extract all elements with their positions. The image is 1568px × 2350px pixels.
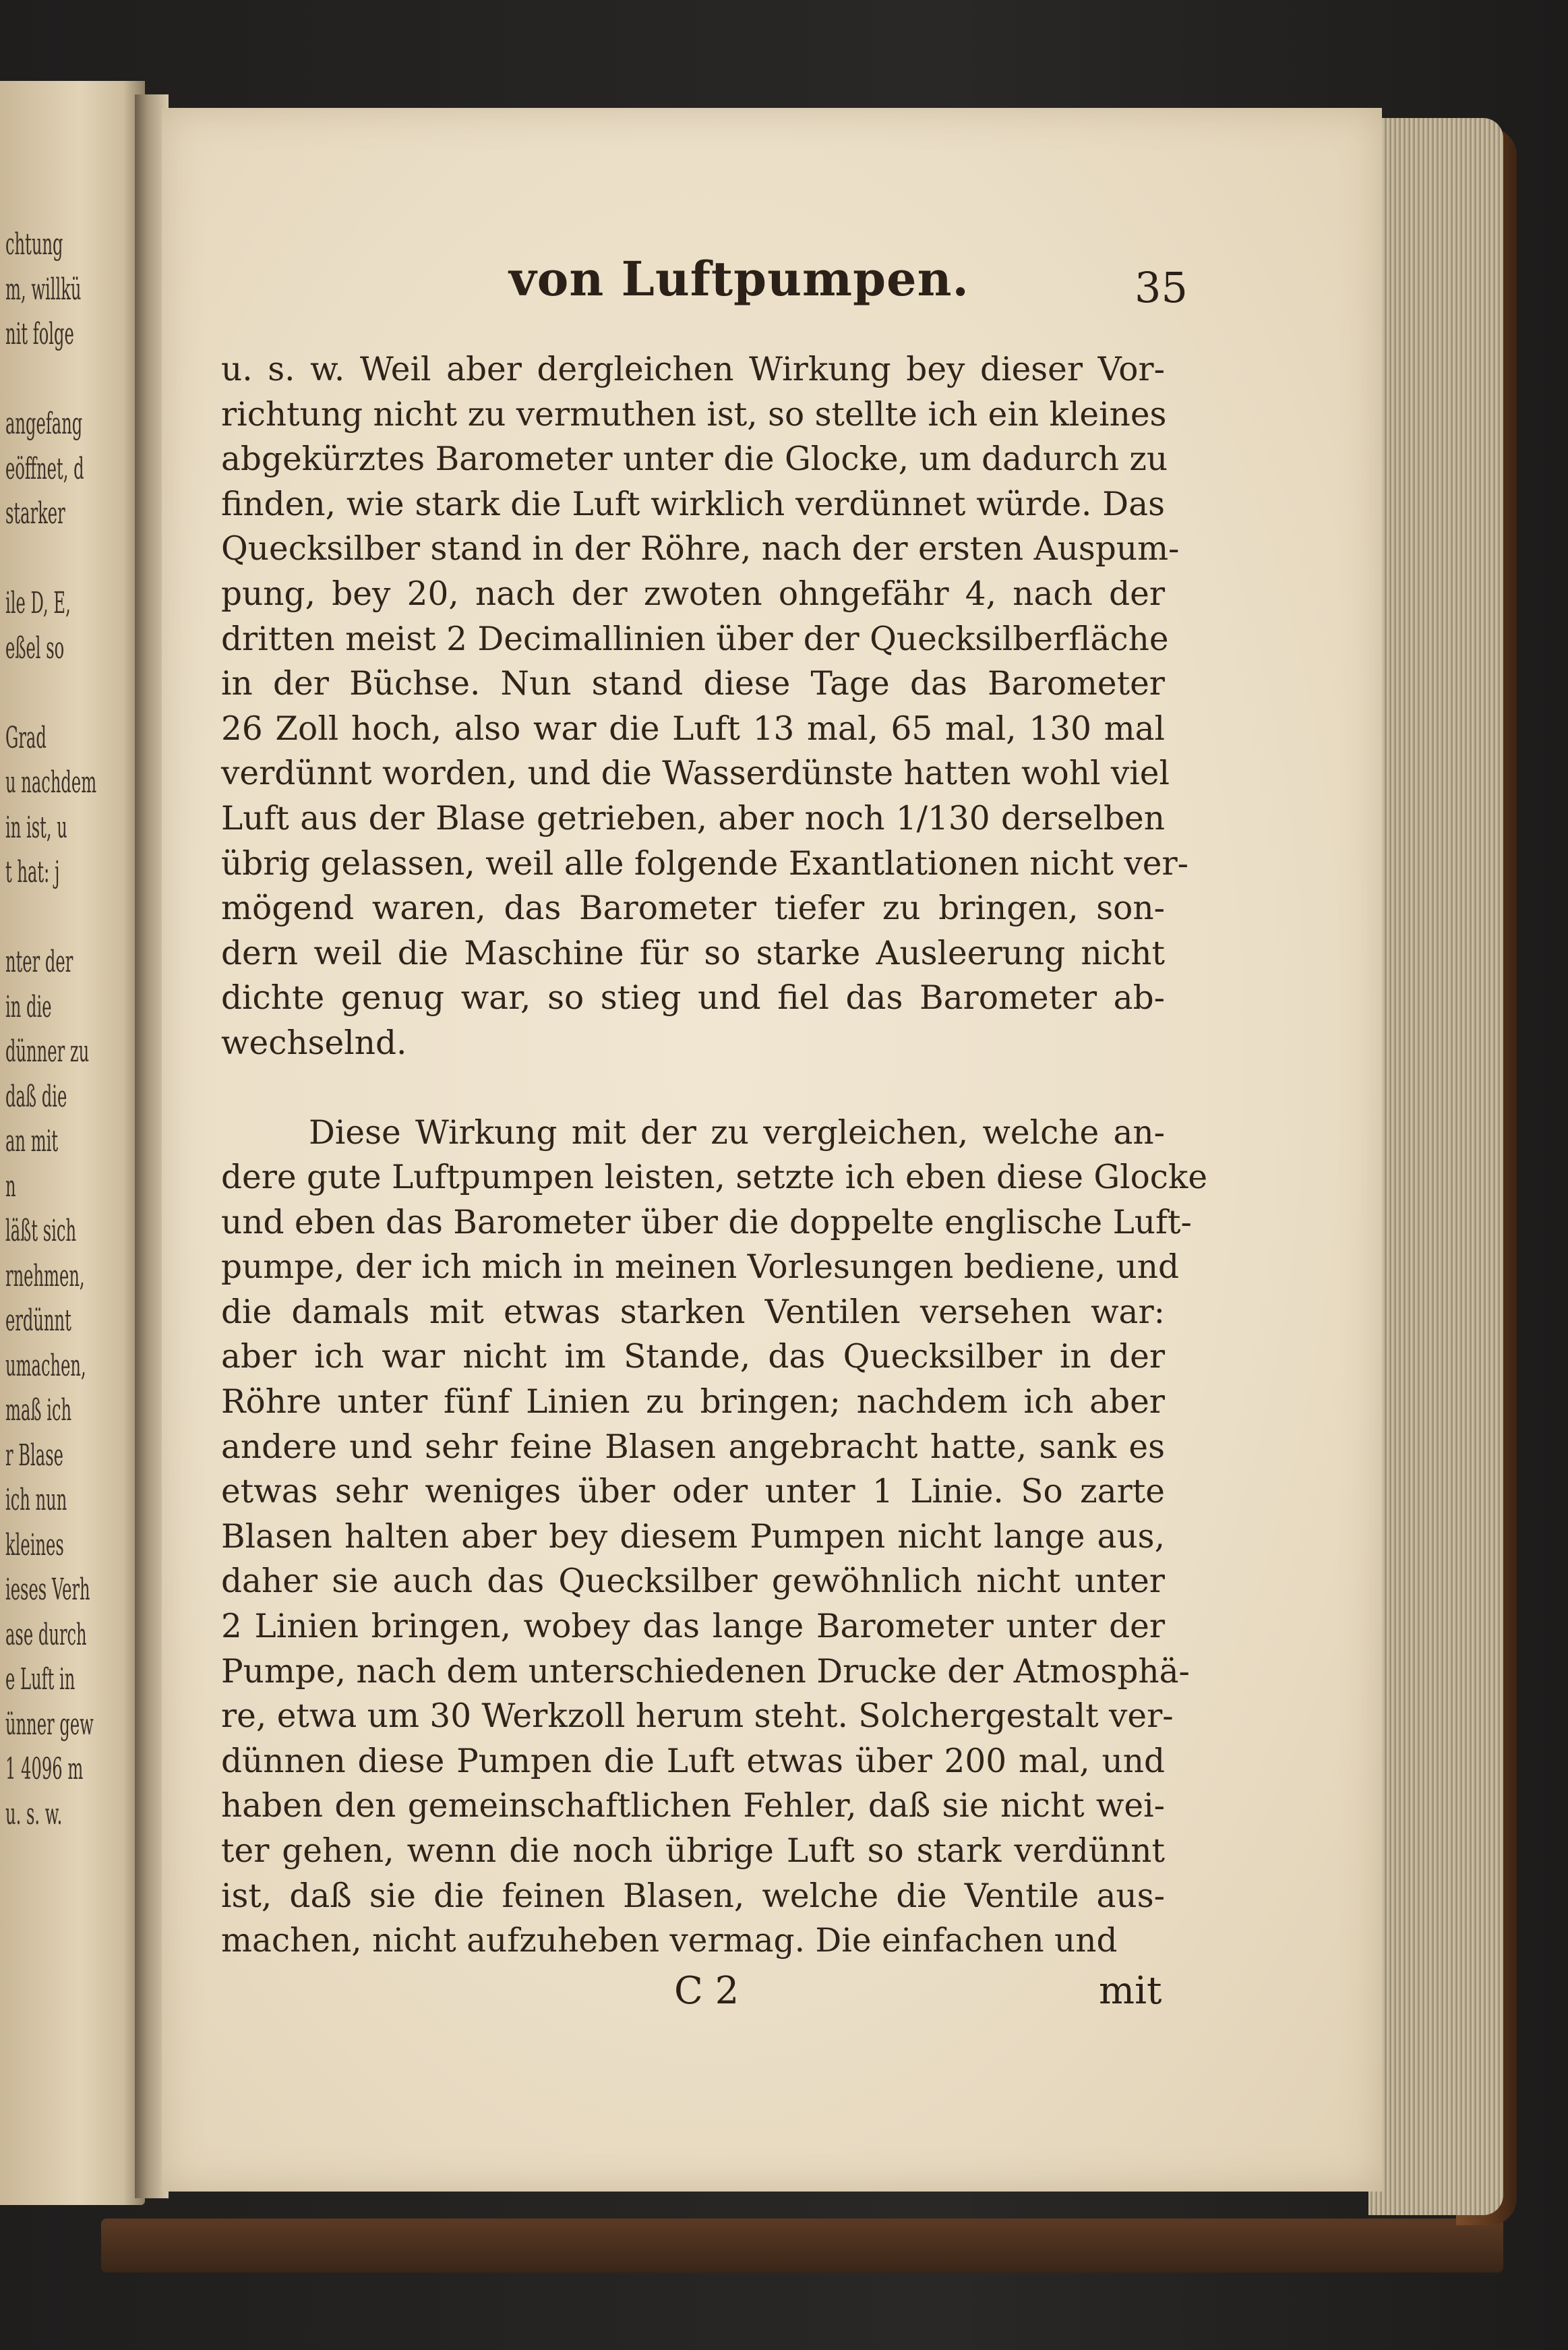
text-line: machen, nicht aufzuheben vermag. Die einfachen und bbox=[221, 1922, 1118, 1960]
facing-page-fragment: dünner zu bbox=[5, 1034, 90, 1069]
text-line: Luft aus der Blase getrieben, aber noch 1/130 derselben bbox=[221, 799, 1165, 838]
facing-page-fragment: in ist, u bbox=[5, 810, 67, 845]
facing-page-fragment: rnehmen, bbox=[5, 1258, 85, 1293]
text-line: dichte genug war, so stieg und fiel das Barometer ab- bbox=[221, 979, 1165, 1018]
text-line: mögend waren, das Barometer tiefer zu bringen, son- bbox=[221, 889, 1165, 928]
text-line: aber ich war nicht im Stande, das Quecksilber in der bbox=[221, 1338, 1165, 1376]
facing-page-left bbox=[0, 81, 145, 2205]
text-line: dritten meist 2 Decimallinien über der Quecksilberfläche bbox=[221, 620, 1169, 658]
text-line: ter gehen, wenn die noch übrige Luft so stark verdünnt bbox=[221, 1832, 1165, 1870]
text-line: richtung nicht zu vermuthen ist, so stellte ich ein kleines bbox=[221, 395, 1167, 434]
facing-page-fragment bbox=[5, 671, 80, 716]
page-edges bbox=[1368, 118, 1503, 2215]
facing-page-text bbox=[5, 223, 97, 1837]
facing-page-fragment: starker bbox=[5, 496, 65, 531]
facing-page-fragment bbox=[5, 537, 80, 582]
text-line: abgekürztes Barometer unter die Glocke, um dadurch zu bbox=[221, 440, 1168, 479]
facing-page-fragment: nter der bbox=[5, 945, 73, 979]
text-line: dern weil die Maschine für so starke Ausleerung nicht bbox=[221, 934, 1165, 972]
text-line: dere gute Luftpumpen leisten, setzte ich eben diese Glocke bbox=[221, 1158, 1208, 1197]
facing-page-fragment: ich nun bbox=[5, 1483, 67, 1517]
text-line: dünnen diese Pumpen die Luft etwas über 200 mal, und bbox=[221, 1742, 1165, 1780]
body-text bbox=[221, 347, 1208, 1964]
facing-page-fragment: ase durch bbox=[5, 1617, 87, 1652]
facing-page-fragment: nit folge bbox=[5, 317, 74, 351]
facing-page-fragment: maß ich bbox=[5, 1393, 72, 1428]
text-line: pung, bey 20, nach der zwoten ohngefähr 4, nach der bbox=[221, 575, 1165, 613]
facing-page-fragment: angefang bbox=[5, 407, 83, 441]
running-title: von Luftpumpen. bbox=[509, 251, 969, 307]
facing-page-fragment: n bbox=[5, 1169, 16, 1204]
facing-page-fragment: m, willkü bbox=[5, 272, 82, 307]
facing-page-fragment bbox=[5, 357, 80, 403]
text-line: re, etwa um 30 Werkzoll herum steht. Solchergestalt ver- bbox=[221, 1697, 1174, 1736]
text-line: 26 Zoll hoch, also war die Luft 13 mal, 65 mal, 130 mal bbox=[221, 709, 1165, 748]
facing-page-fragment bbox=[5, 895, 80, 941]
text-line: übrig gelassen, weil alle folgende Exantlationen nicht ver- bbox=[221, 844, 1189, 883]
facing-page-fragment: eßel so bbox=[5, 630, 65, 666]
book-cover-edge bbox=[101, 2219, 1503, 2272]
text-line: verdünnt worden, und die Wasserdünste hatten wohl viel bbox=[221, 755, 1170, 793]
text-line: Blasen halten aber bey diesem Pumpen nicht lange aus, bbox=[221, 1517, 1165, 1556]
text-line: Pumpe, nach dem unterschiedenen Drucke der Atmosphä- bbox=[221, 1652, 1190, 1691]
text-line: die damals mit etwas starken Ventilen versehen war: bbox=[221, 1293, 1165, 1331]
facing-page-fragment: ile D, E, bbox=[5, 586, 71, 620]
facing-page-fragment: r Blase bbox=[5, 1438, 63, 1473]
text-line: wechselnd. bbox=[221, 1024, 407, 1062]
facing-page-fragment: kleines bbox=[5, 1527, 64, 1562]
text-line: in der Büchse. Nun stand diese Tage das Barometer bbox=[221, 665, 1165, 703]
text-line: ist, daß sie die feinen Blasen, welche die Ventile aus- bbox=[221, 1877, 1165, 1915]
paragraph-gap bbox=[221, 1066, 1165, 1111]
facing-page-fragment: ieses Verh bbox=[5, 1573, 90, 1607]
facing-page-fragment: e Luft in bbox=[5, 1662, 76, 1697]
facing-page-fragment: u nachdem bbox=[5, 765, 97, 800]
facing-page-fragment: in die bbox=[5, 989, 52, 1024]
signature-mark: C 2 bbox=[674, 1969, 740, 2013]
facing-page-fragment: erdünnt bbox=[5, 1303, 71, 1338]
catchword: mit bbox=[1099, 1969, 1162, 2013]
page-number: 35 bbox=[1135, 263, 1188, 312]
text-line: haben den gemeinschaftlichen Fehler, daß sie nicht wei- bbox=[221, 1787, 1165, 1825]
facing-page-fragment: an mit bbox=[5, 1124, 59, 1158]
text-line: andere und sehr feine Blasen angebracht hatte, sank es bbox=[221, 1428, 1165, 1466]
text-line: daher sie auch das Quecksilber gewöhnlich nicht unter bbox=[221, 1562, 1165, 1601]
facing-page-fragment: eöffnet, d bbox=[5, 451, 84, 486]
text-line: u. s. w. Weil aber dergleichen Wirkung bey dieser Vor- bbox=[221, 351, 1165, 388]
facing-page-fragment: u. s. w. bbox=[5, 1796, 63, 1831]
text-line: Röhre unter fünf Linien zu bringen; nachdem ich aber bbox=[221, 1383, 1165, 1421]
facing-page-fragment: daß die bbox=[5, 1079, 67, 1114]
facing-page-fragment: 1 4096 m bbox=[5, 1752, 84, 1786]
facing-page-fragment: t hat: j bbox=[5, 855, 60, 889]
facing-page-fragment: läßt sich bbox=[5, 1214, 77, 1248]
facing-page-fragment: umachen, bbox=[5, 1348, 86, 1383]
text-line: pumpe, der ich mich in meinen Vorlesungen bediene, und bbox=[221, 1248, 1180, 1287]
text-line: Diese Wirkung mit der zu vergleichen, welche an- bbox=[309, 1113, 1165, 1152]
text-line: etwas sehr weniges über oder unter 1 Linie. So zarte bbox=[221, 1473, 1165, 1511]
facing-page-fragment: ünner gew bbox=[5, 1707, 94, 1742]
text-line: finden, wie stark die Luft wirklich verdünnet würde. Das bbox=[221, 485, 1165, 523]
text-line: Quecksilber stand in der Röhre, nach der ersten Auspum- bbox=[221, 530, 1180, 568]
text-line: und eben das Barometer über die doppelte englische Luft- bbox=[221, 1203, 1192, 1241]
text-line: 2 Linien bringen, wobey das lange Barometer unter der bbox=[221, 1608, 1165, 1646]
facing-page-fragment: chtung bbox=[5, 227, 63, 262]
facing-page-fragment: Grad bbox=[5, 720, 47, 755]
